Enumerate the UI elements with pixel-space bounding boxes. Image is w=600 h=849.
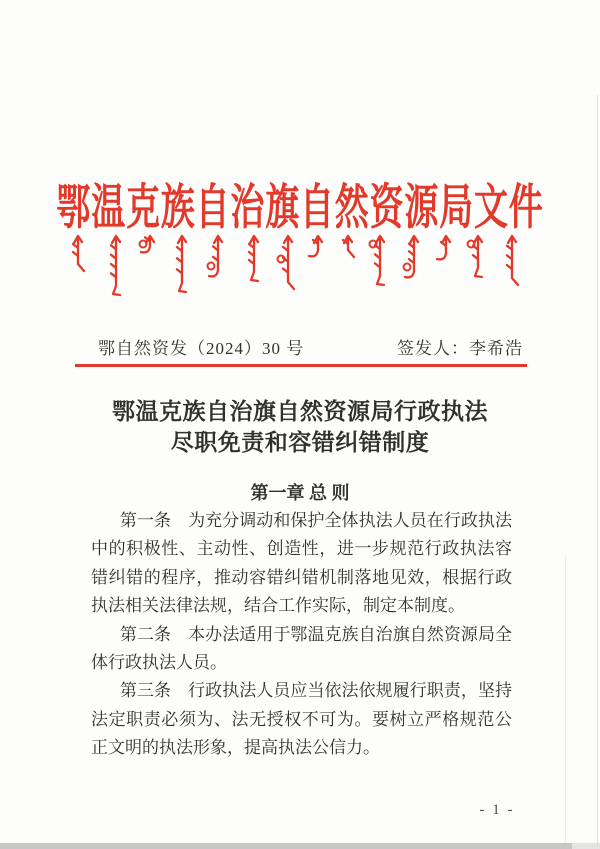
- mongolian-script-subtitle: [0, 230, 600, 308]
- scan-edge-right: [597, 95, 598, 849]
- scan-edge-paper-seam: [565, 555, 566, 843]
- document-title-line-2: 尽职免责和容错纠错制度: [170, 430, 430, 455]
- letterhead-org-title: 鄂温克族自治旗自然资源局文件: [56, 182, 544, 235]
- paragraph-article-3: 第三条 行政执法人员应当依法依规履行职责，坚持法定职责必须为、法无授权不可为。要树立严格规范公正文明的执法形象，提高执法公信力。: [91, 681, 512, 758]
- doc-info-row: [98, 334, 523, 359]
- paragraph-article-1: 第一条 为充分调动和保护全体执法人员在行政执法中的积极性、主动性、创造性，进一步规范行政执法容错纠错的程序，推动容错纠错机制落地见效，根据行政执法相关法律法规，结合工作实际，制定本制度。: [91, 511, 512, 616]
- document-body: [91, 507, 512, 763]
- chapter-heading: 第一章 总 则: [250, 483, 350, 503]
- red-divider-rule: [75, 364, 527, 367]
- document-title-line-1: 鄂温克族自治旗自然资源局行政执法: [112, 399, 488, 424]
- signer: [397, 334, 523, 359]
- doc-number: 鄂自然资发（2024）30 号: [98, 339, 305, 358]
- document-title: [0, 396, 600, 458]
- scan-edge-bottom-right: [572, 843, 600, 849]
- signer-name: 李希浩: [469, 339, 523, 358]
- page-number: - 1 -: [479, 802, 515, 818]
- scan-edge-bottom: [0, 843, 572, 849]
- paragraph-article-2: 第二条 本办法适用于鄂温克族自治旗自然资源局全体行政执法人员。: [91, 624, 512, 673]
- signer-label: 签发人：: [397, 339, 469, 358]
